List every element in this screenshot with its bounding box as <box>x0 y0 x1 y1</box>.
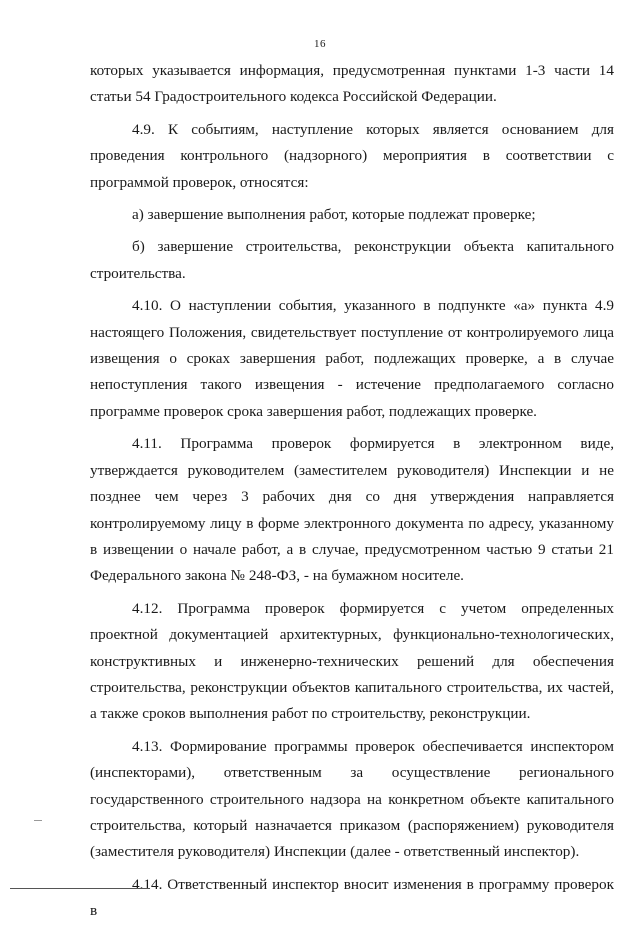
paragraph-continuation: которых указывается информация, предусмотренная пунктами 1-3 части 14 статьи 54 Градостроительного кодекса Российской Федерации. <box>90 62 614 106</box>
document-body <box>90 58 614 931</box>
paragraph-4-13: 4.13. Формирование программы проверок обеспечивается инспектором (инспекторами), ответственным за осуществление регионального государственного строительного надзора на конкретном объекте капитального строительства, который назначается приказом (распоряжением) руководителя (заместителя руководителя) Инспекции (далее - ответственный инспектор). <box>90 737 614 861</box>
paragraph-4-9-b: б) завершение строительства, реконструкции объекта капитального строительства. <box>90 238 614 282</box>
paragraph-4-10: 4.10. О наступлении события, указанного в подпункте «а» пункта 4.9 настоящего Положения, свидетельствует поступление от контролируемого лица извещения о сроках завершения работ, подлежащих проверке, а в случае непоступления такого извещения - истечение предполагаемого согласно программе проверок срока завершения работ, подлежащих проверке. <box>90 297 614 420</box>
paragraph-4-11: 4.11. Программа проверок формируется в электронном виде, утверждается руководителем (заместителем руководителя) Инспекции и не позднее чем через 3 рабочих дня со дня утверждения направляется контролируемому лицу в форме электронного документа по адресу, указанному в извещении о начале работ, а в случае, предусмотренном частью 9 статьи 21 Федерального закона № 248-ФЗ, - на бумажном носителе. <box>90 435 614 585</box>
paragraph-4-14: 4.14. Ответственный инспектор вносит изменения в программу проверок в <box>90 875 614 920</box>
paragraph-4-12: 4.12. Программа проверок формируется с учетом определенных проектной документацией архитектурных, функционально-технологических, конструктивных и инженерно-технических решений для обеспечения строительства, реконструкции объектов капитального строительства, их частей, а также сроков выполнения работ по строительству, реконструкции. <box>90 599 614 723</box>
footer-rule <box>10 888 150 889</box>
paragraph-4-9-a: а) завершение выполнения работ, которые подлежат проверке; <box>132 206 536 224</box>
paragraph-4-9: 4.9. К событиям, наступление которых является основанием для проведения контрольного (надзорного) мероприятия в соответствии с программой проверок, относятся: <box>90 120 614 191</box>
page-number: 16 <box>314 38 326 50</box>
margin-mark <box>34 820 42 821</box>
